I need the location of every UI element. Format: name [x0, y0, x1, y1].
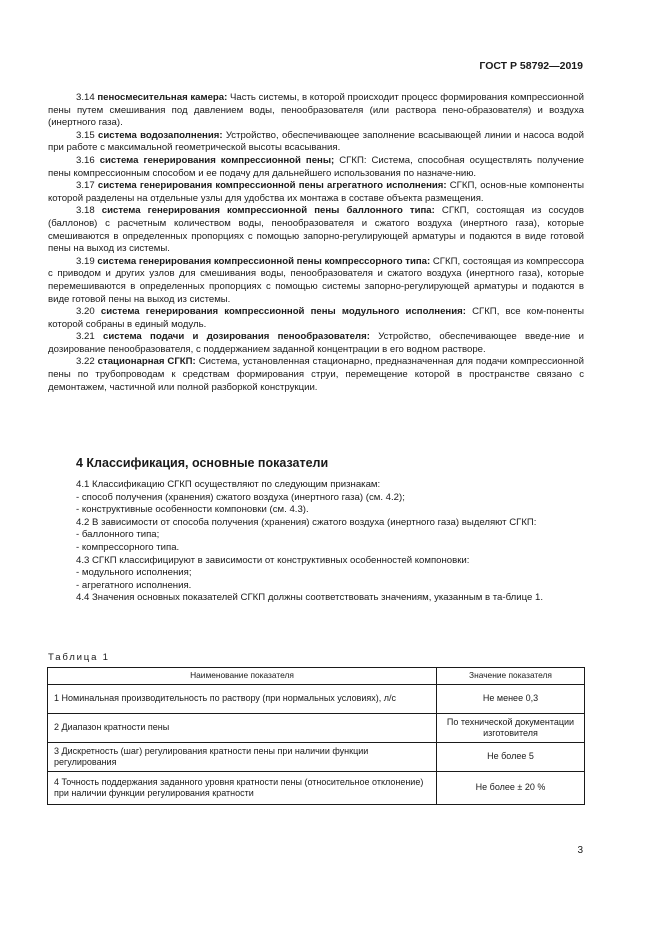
definition-text: СГКП, все ком-поненты которой собраны в единый модуль. [48, 306, 584, 330]
specs-table [47, 667, 585, 805]
list-item: - баллонного типа; [76, 529, 160, 541]
indicator-value-cell: По технической документации изготовителя [437, 714, 585, 743]
definition-text: Система, установленная стационарно, предназначенная для подачи компрессионной пены по трубопроводам к средствам формирования струи, перемещение которой в пространстве связано с демонтажем, частичной или полной разборкой конструкции. [48, 356, 584, 393]
list-item: - агрегатного исполнения. [76, 579, 192, 591]
indicator-value-cell: Не менее 0,3 [437, 685, 585, 714]
clause-4-3: 4.3 СГКП классифицируют в зависимости от конструктивных особенностей компоновки: [76, 554, 470, 566]
clause-4-4: 4.4 Значения основных показателей СГКП должны соответствовать значениям, указанным в та-блице 1. [76, 592, 543, 604]
definition-3-21: 3.21 система подачи и дозирования пенообразователя: Устройство, обеспечивающее введе-ние и дозирование пенообразователя, с поддержанием заданной концентрации в его водном растворе. [48, 331, 584, 355]
definition-3-14: 3.14 пеносмесительная камера: Часть системы, в которой происходит процесс формирования компрессионной пены путем смешивания под давлением воды, пенообразователя (или раствора пено-образователя) и воздуха (инертного газа). [48, 92, 584, 129]
clause-4-1: 4.1 Классификацию СГКП осуществляют по следующим признакам: [76, 479, 381, 490]
list-item: - компрессорного типа. [76, 541, 180, 553]
table-row [48, 714, 585, 743]
list-item: - способ получения (хранения) сжатого воздуха (инертного газа) (см. 4.2); [76, 491, 405, 503]
definition-3-20: 3.20 система генерирования компрессионной пены модульного исполнения: СГКП, все ком-поненты которой собраны в единый модуль. [48, 306, 584, 330]
section-4-heading: 4 Классификация, основные показатели [76, 456, 329, 470]
definition-text: СГКП: Система, способная осуществлять получение пены компрессионным способом и ее подачу для дальнейшего использования по назначе-нию. [48, 154, 585, 179]
definition-text: Устройство, обеспечивающее введе-ние и дозирование пенообразователя, с поддержанием заданной концентрации в его водном растворе. [48, 331, 584, 355]
definition-text: СГКП, состоящая из компрессора с приводом и других узлов для смешивания воды, пенообразователя и сжатого воздуха (инертного газа), которые перемешиваются в определенных пропорциях с помощью системы запорно-регулирующей арматуры и подаются в виде готовой пены на выход из системы. [48, 255, 585, 305]
table-header-row [48, 668, 585, 685]
table-row [48, 685, 585, 714]
indicator-name-cell: 3 Дискретность (шаг) регулирования кратности пены при наличии функции регулирования [48, 743, 437, 772]
indicator-name-cell: 2 Диапазон кратности пены [48, 714, 437, 743]
clause-4-2: 4.2 В зависимости от способа получения (хранения) сжатого воздуха (инертного газа) выделяют СГКП: [76, 516, 537, 528]
definition-text: СГКП, состоящая из сосудов (баллонов) с расчетным количеством воды, пенообразователя и сжатого воздуха (инертного газа), которые смешиваются в определенных пропорциях с помощью запорно-регулирующей арматуры и подаются в виде готовой пены на выход из системы. [48, 205, 584, 255]
column-header-value: Значение показателя [437, 668, 585, 685]
definition-term: система подачи и дозирования пенообразователя: [102, 331, 370, 343]
indicator-value-cell: Не более 5 [437, 743, 585, 772]
definitions-block [48, 92, 584, 394]
indicator-value-cell: Не более ± 20 % [437, 772, 585, 805]
table-caption: Таблица 1 [48, 652, 110, 663]
section-4-body [48, 479, 584, 605]
definition-term: система генерирования компрессионной пены баллонного типа: [101, 205, 435, 217]
indicator-name-cell: 4 Точность поддержания заданного уровня кратности пены (относительное отклонение) при наличии функции регулирования кратности [48, 772, 437, 805]
definition-term: система генерирования компрессионной пены; [99, 154, 335, 166]
definition-text: Часть системы, в которой происходит процесс формирования компрессионной пены путем смешивания под давлением воды, пенообразователя (или раствора пено-образователя) и воздуха (инертного газа). [48, 92, 584, 129]
definition-term: система водозаполнения: [98, 129, 223, 141]
definition-3-19: 3.19 система генерирования компрессионной пены компрессорного типа: СГКП, состоящая из компрессора с приводом и других узлов для смешивания воды, пенообразователя и сжатого воздуха (инертного газа), которые перемешиваются в определенных пропорциях с помощью системы запорно-регулирующей арматуры и подаются в виде готовой пены на выход из системы. [48, 255, 585, 305]
definition-term: система генерирования компрессионной пены агрегатного исполнения: [97, 180, 447, 192]
definition-term: система генерирования компрессионной пены модульного исполнения: [100, 306, 466, 318]
document-id: ГОСТ Р 58792—2019 [479, 60, 583, 72]
list-item: - модульного исполнения; [76, 567, 192, 579]
table-row [48, 743, 585, 772]
table-row [48, 772, 585, 805]
definition-3-18: 3.18 система генерирования компрессионной пены баллонного типа: СГКП, состоящая из сосудов (баллонов) с расчетным количеством воды, пенообразователя и сжатого воздуха (инертного газа), которые смешиваются в определенных пропорциях с помощью запорно-регулирующей арматуры и подаются в виде готовой пены на выход из системы. [48, 205, 584, 255]
definition-text: СГКП, основ-ные компоненты которой разделены на отдельные узлы для удобства их монтажа в составе объекта размещения. [48, 180, 584, 204]
definition-3-17: 3.17 система генерирования компрессионной пены агрегатного исполнения: СГКП, основ-ные компоненты которой разделены на отдельные узлы для удобства их монтажа в составе объекта размещения. [48, 180, 584, 204]
list-item: - конструктивные особенности компоновки (см. 4.3). [76, 504, 309, 516]
definition-term: стационарная СГКП: [97, 356, 196, 368]
definition-term: пеносмесительная камера: [97, 92, 228, 103]
indicator-name-cell: 1 Номинальная производительность по раствору (при нормальных условиях), л/с [48, 685, 437, 714]
definition-3-16: 3.16 система генерирования компрессионной пены; СГКП: Система, способная осуществлять получение пены компрессионным способом и ее подачу для дальнейшего использования по назначе-нию. [48, 154, 585, 179]
definition-3-15: 3.15 система водозаполнения: Устройство, обеспечивающее заполнение всасывающей линии и насоса водой при работе с максимальной геометрической высоты всасывания. [48, 129, 584, 154]
column-header-name: Наименование показателя [48, 668, 437, 685]
definition-term: система генерирования компрессионной пены компрессорного типа: [97, 255, 431, 267]
definition-text: Устройство, обеспечивающее заполнение всасывающей линии и насоса водой при работе с максимальной геометрической высоты всасывания. [48, 129, 584, 154]
definition-3-22: 3.22 стационарная СГКП: Система, установленная стационарно, предназначенная для подачи компрессионной пены по трубопроводам к средствам формирования струи, перемещение которой в пространстве связано с демонтажем, частичной или полной разборкой конструкции. [48, 356, 584, 393]
page-number: 3 [577, 845, 583, 856]
